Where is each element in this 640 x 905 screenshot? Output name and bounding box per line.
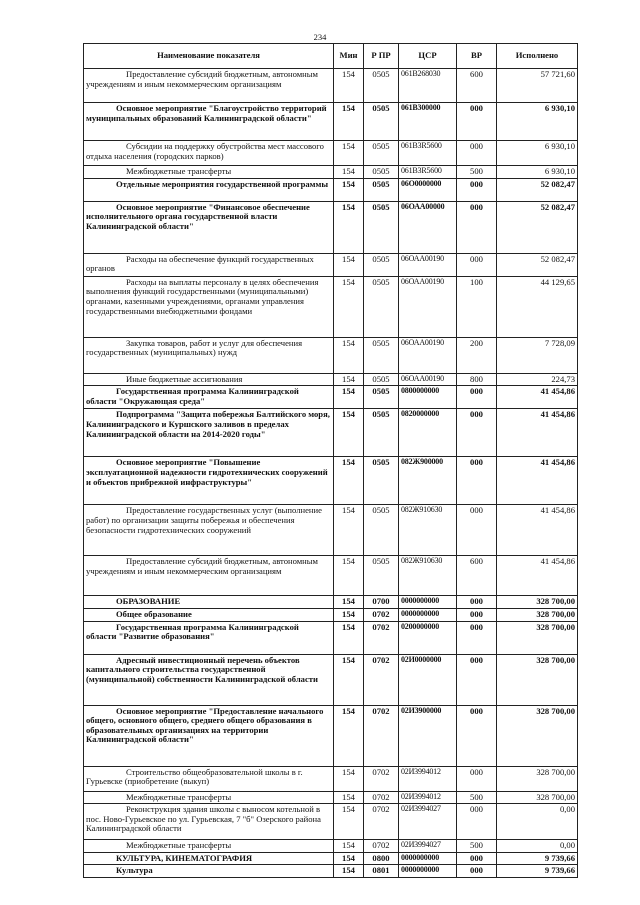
row-min-cell: 154 [334, 103, 364, 141]
row-value-cell: 328 700,00 [497, 596, 578, 609]
row-csr-cell: 0000000000 [399, 852, 457, 865]
row-name-cell: Государственная программа Калининградской области "Окружающая среда" [84, 386, 334, 409]
row-vr-cell: 000 [457, 804, 497, 840]
row-rpr-cell: 0505 [364, 201, 399, 253]
row-value-cell: 328 700,00 [497, 791, 578, 804]
row-csr-cell: 06О0000000 [399, 178, 457, 201]
row-vr-cell: 000 [457, 654, 497, 705]
row-csr-cell: 061В3R5600 [399, 166, 457, 179]
row-name-cell: Межбюджетные трансферты [84, 166, 334, 179]
row-min-cell: 154 [334, 373, 364, 386]
table-header-row [84, 44, 578, 69]
header-vr: ВР [457, 44, 497, 69]
row-rpr-cell: 0702 [364, 804, 399, 840]
row-vr-cell: 000 [457, 705, 497, 766]
table-row [84, 865, 578, 878]
row-csr-cell: 06ОАА00190 [399, 253, 457, 276]
row-value-cell: 6 930,10 [497, 166, 578, 179]
row-rpr-cell: 0702 [364, 705, 399, 766]
table-row [84, 621, 578, 654]
row-csr-cell: 02И0000000 [399, 654, 457, 705]
row-min-cell: 154 [334, 791, 364, 804]
row-vr-cell: 800 [457, 373, 497, 386]
row-value-cell: 57 721,60 [497, 69, 578, 103]
row-csr-cell: 061В3R5600 [399, 141, 457, 166]
row-min-cell: 154 [334, 409, 364, 457]
row-csr-cell: 061В268030 [399, 69, 457, 103]
row-min-cell: 154 [334, 766, 364, 791]
row-value-cell: 328 700,00 [497, 654, 578, 705]
row-name-cell: Субсидии на поддержку обустройства мест массового отдыха населения (городских парков) [84, 141, 334, 166]
row-csr-cell: 061В300000 [399, 103, 457, 141]
table-row [84, 804, 578, 840]
table-row [84, 556, 578, 596]
row-rpr-cell: 0505 [364, 166, 399, 179]
row-vr-cell: 600 [457, 69, 497, 103]
row-min-cell: 154 [334, 201, 364, 253]
row-name-cell: Предоставление государственных услуг (выполнение работ) по организации защиты побережья и обеспечения безопасности гидротехнических сооружений [84, 505, 334, 556]
table-row [84, 386, 578, 409]
row-csr-cell: 02И3994027 [399, 840, 457, 853]
row-vr-cell: 000 [457, 852, 497, 865]
row-rpr-cell: 0702 [364, 654, 399, 705]
row-vr-cell: 500 [457, 840, 497, 853]
header-name: Наименование показателя [84, 44, 334, 69]
row-value-cell: 328 700,00 [497, 608, 578, 621]
row-vr-cell: 000 [457, 621, 497, 654]
row-value-cell: 44 129,65 [497, 276, 578, 337]
row-min-cell: 154 [334, 178, 364, 201]
row-csr-cell: 0800000000 [399, 386, 457, 409]
table-row [84, 766, 578, 791]
row-value-cell: 9 739,66 [497, 865, 578, 878]
row-rpr-cell: 0505 [364, 253, 399, 276]
row-name-cell: Реконструкция здания школы с выносом котельной в пос. Ново-Гурьевское по ул. Гурьевская, 7 "б" Озерского района Калининградской области [84, 804, 334, 840]
row-rpr-cell: 0505 [364, 505, 399, 556]
row-rpr-cell: 0505 [364, 103, 399, 141]
row-rpr-cell: 0702 [364, 621, 399, 654]
row-csr-cell: 06ОАА00190 [399, 373, 457, 386]
row-vr-cell: 600 [457, 556, 497, 596]
row-name-cell: Основное мероприятие "Благоустройство территорий муниципальных образований Калининградской области" [84, 103, 334, 141]
row-name-cell: Предоставление субсидий бюджетным, автономным учреждениям и иным некоммерческим организациям [84, 556, 334, 596]
table-row [84, 457, 578, 505]
table-row [84, 409, 578, 457]
table-row [84, 201, 578, 253]
row-min-cell: 154 [334, 621, 364, 654]
row-rpr-cell: 0505 [364, 556, 399, 596]
header-csr: ЦСР [399, 44, 457, 69]
table-row [84, 337, 578, 373]
row-vr-cell: 200 [457, 337, 497, 373]
table-row [84, 608, 578, 621]
table-row [84, 166, 578, 179]
table-row [84, 373, 578, 386]
row-min-cell: 154 [334, 337, 364, 373]
row-csr-cell: 02И3900000 [399, 705, 457, 766]
row-name-cell: Иные бюджетные ассигнования [84, 373, 334, 386]
row-name-cell: Основное мероприятие "Повышение эксплуатационной надежности гидротехнических сооружений и объектов прибрежной инфраструктуры" [84, 457, 334, 505]
row-min-cell: 154 [334, 253, 364, 276]
row-min-cell: 154 [334, 865, 364, 878]
row-csr-cell: 06ОАА00000 [399, 201, 457, 253]
table-row [84, 596, 578, 609]
row-rpr-cell: 0702 [364, 608, 399, 621]
row-name-cell: Строительство общеобразовательной школы в г. Гурьевске (приобретение (выкуп) [84, 766, 334, 791]
row-csr-cell: 082Ж900000 [399, 457, 457, 505]
row-rpr-cell: 0505 [364, 373, 399, 386]
row-rpr-cell: 0505 [364, 178, 399, 201]
row-vr-cell: 000 [457, 505, 497, 556]
row-value-cell: 41 454,86 [497, 556, 578, 596]
row-rpr-cell: 0700 [364, 596, 399, 609]
row-min-cell: 154 [334, 386, 364, 409]
row-value-cell: 52 082,47 [497, 178, 578, 201]
row-min-cell: 154 [334, 457, 364, 505]
row-csr-cell: 02И3994012 [399, 766, 457, 791]
row-min-cell: 154 [334, 654, 364, 705]
table-row [84, 705, 578, 766]
page-number: 234 [313, 32, 327, 42]
row-value-cell: 328 700,00 [497, 766, 578, 791]
row-name-cell: ОБРАЗОВАНИЕ [84, 596, 334, 609]
table-body [84, 69, 578, 878]
header-value: Исполнено [497, 44, 578, 69]
row-min-cell: 154 [334, 276, 364, 337]
row-name-cell: Подпрограмма "Защита побережья Балтийского моря, Калининградского и Куршского заливов в пределах Калининградской области на 2014-2020 годы" [84, 409, 334, 457]
row-value-cell: 328 700,00 [497, 705, 578, 766]
row-min-cell: 154 [334, 840, 364, 853]
row-vr-cell: 000 [457, 608, 497, 621]
row-name-cell: Основное мероприятие "Предоставление начального общего, основного общего, среднего общего образования в образовательных организациях на территории Калининградской области" [84, 705, 334, 766]
row-value-cell: 0,00 [497, 804, 578, 840]
row-name-cell: Расходы на выплаты персоналу в целях обеспечения выполнения функций государственными (муниципальными) органами, казенными учреждениями, органами управления государственными внебюджетными фондами [84, 276, 334, 337]
row-vr-cell: 000 [457, 103, 497, 141]
row-csr-cell: 0000000000 [399, 596, 457, 609]
header-min: Мин [334, 44, 364, 69]
row-name-cell: Основное мероприятие "Финансовое обеспечение исполнительного органа государственной власти Калининградской области" [84, 201, 334, 253]
table-row [84, 852, 578, 865]
row-value-cell: 328 700,00 [497, 621, 578, 654]
row-min-cell: 154 [334, 166, 364, 179]
row-vr-cell: 000 [457, 457, 497, 505]
table-row [84, 253, 578, 276]
table-row [84, 505, 578, 556]
table-row [84, 103, 578, 141]
row-value-cell: 0,00 [497, 840, 578, 853]
row-name-cell: Культура [84, 865, 334, 878]
row-name-cell: Адресный инвестиционный перечень объектов капитального строительства государственной (муниципальной) собственности Калининградской области [84, 654, 334, 705]
table-row [84, 791, 578, 804]
row-value-cell: 224,73 [497, 373, 578, 386]
row-rpr-cell: 0702 [364, 766, 399, 791]
row-csr-cell: 02И3994027 [399, 804, 457, 840]
row-vr-cell: 500 [457, 166, 497, 179]
row-name-cell: Межбюджетные трансферты [84, 791, 334, 804]
row-min-cell: 154 [334, 705, 364, 766]
row-vr-cell: 000 [457, 409, 497, 457]
row-rpr-cell: 0800 [364, 852, 399, 865]
row-name-cell: Отдельные мероприятия государственной программы [84, 178, 334, 201]
row-value-cell: 41 454,86 [497, 505, 578, 556]
row-min-cell: 154 [334, 505, 364, 556]
row-vr-cell: 000 [457, 253, 497, 276]
row-min-cell: 154 [334, 596, 364, 609]
row-vr-cell: 000 [457, 596, 497, 609]
row-vr-cell: 000 [457, 141, 497, 166]
row-name-cell: Межбюджетные трансферты [84, 840, 334, 853]
header-rpr: Р ПР [364, 44, 399, 69]
budget-table [83, 43, 578, 878]
row-name-cell: Закупка товаров, работ и услуг для обеспечения государственных (муниципальных) нужд [84, 337, 334, 373]
row-name-cell: Предоставление субсидий бюджетным, автономным учреждениям и иным некоммерческим организациям [84, 69, 334, 103]
row-csr-cell: 06ОАА00190 [399, 337, 457, 373]
table-row [84, 654, 578, 705]
row-rpr-cell: 0801 [364, 865, 399, 878]
table-row [84, 276, 578, 337]
table-row [84, 69, 578, 103]
row-csr-cell: 082Ж910630 [399, 505, 457, 556]
row-value-cell: 41 454,86 [497, 457, 578, 505]
row-name-cell: КУЛЬТУРА, КИНЕМАТОГРАФИЯ [84, 852, 334, 865]
row-min-cell: 154 [334, 69, 364, 103]
table-row [84, 178, 578, 201]
row-value-cell: 9 739,66 [497, 852, 578, 865]
row-csr-cell: 0000000000 [399, 865, 457, 878]
row-min-cell: 154 [334, 556, 364, 596]
row-vr-cell: 000 [457, 178, 497, 201]
row-rpr-cell: 0505 [364, 69, 399, 103]
row-rpr-cell: 0702 [364, 840, 399, 853]
row-vr-cell: 100 [457, 276, 497, 337]
row-value-cell: 6 930,10 [497, 103, 578, 141]
table-row [84, 141, 578, 166]
row-value-cell: 41 454,86 [497, 386, 578, 409]
row-vr-cell: 000 [457, 386, 497, 409]
row-vr-cell: 500 [457, 791, 497, 804]
row-name-cell: Государственная программа Калининградской области "Развитие образования" [84, 621, 334, 654]
row-value-cell: 7 728,09 [497, 337, 578, 373]
row-name-cell: Общее образование [84, 608, 334, 621]
row-rpr-cell: 0505 [364, 409, 399, 457]
table-row [84, 840, 578, 853]
row-rpr-cell: 0702 [364, 791, 399, 804]
row-min-cell: 154 [334, 608, 364, 621]
row-vr-cell: 000 [457, 766, 497, 791]
row-csr-cell: 0820000000 [399, 409, 457, 457]
row-csr-cell: 02И3994012 [399, 791, 457, 804]
row-csr-cell: 082Ж910630 [399, 556, 457, 596]
row-rpr-cell: 0505 [364, 276, 399, 337]
row-value-cell: 41 454,86 [497, 409, 578, 457]
row-value-cell: 6 930,10 [497, 141, 578, 166]
row-csr-cell: 0000000000 [399, 608, 457, 621]
row-rpr-cell: 0505 [364, 457, 399, 505]
row-min-cell: 154 [334, 804, 364, 840]
row-rpr-cell: 0505 [364, 337, 399, 373]
row-rpr-cell: 0505 [364, 386, 399, 409]
row-csr-cell: 06ОАА00190 [399, 276, 457, 337]
row-vr-cell: 000 [457, 201, 497, 253]
row-rpr-cell: 0505 [364, 141, 399, 166]
row-name-cell: Расходы на обеспечение функций государственных органов [84, 253, 334, 276]
row-vr-cell: 000 [457, 865, 497, 878]
row-min-cell: 154 [334, 141, 364, 166]
row-min-cell: 154 [334, 852, 364, 865]
row-value-cell: 52 082,47 [497, 201, 578, 253]
row-value-cell: 52 082,47 [497, 253, 578, 276]
row-csr-cell: 0200000000 [399, 621, 457, 654]
